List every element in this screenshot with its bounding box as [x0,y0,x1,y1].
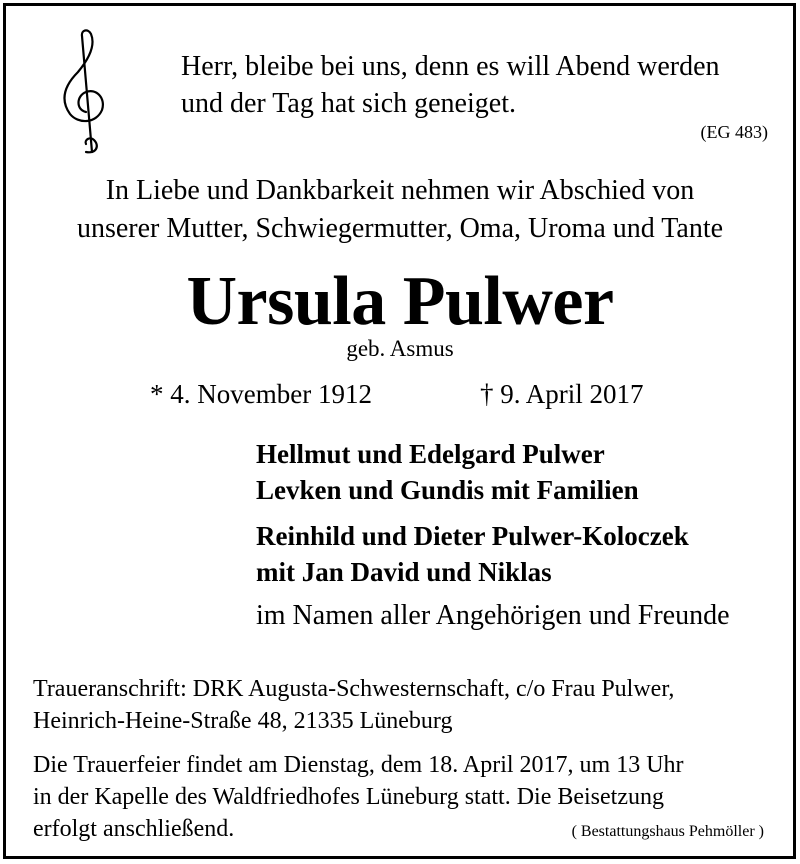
funeral-home: ( Bestattungshaus Pehmöller ) [571,823,764,840]
verse-line: Herr, bleibe bei uns, denn es will Abend werden [181,51,720,82]
verse-line: und der Tag hat sich geneiget. [181,88,516,119]
address-line: Heinrich-Heine-Straße 48, 21335 Lüneburg [33,708,453,734]
mourning-address [33,673,674,737]
intro-line: In Liebe und Dankbarkeit nehmen wir Abschied von [105,175,695,206]
farewell-intro [0,172,800,248]
service-line: Die Trauerfeier findet am Dienstag, dem 18. April 2017, um 13 Uhr [33,752,684,778]
intro-line: unserer Mutter, Schwiegermutter, Oma, Uroma und Tante [76,213,724,244]
mourner-line: Reinhild und Dieter Pulwer-Koloczek [256,521,689,551]
verse-source: (EG 483) [700,122,768,142]
service-line: erfolgt anschließend. [33,816,235,842]
treble-clef-icon [56,28,114,160]
deceased-name: Ursula Pulwer [186,263,614,340]
address-line: Traueranschrift: DRK Augusta-Schwesternschaft, c/o Frau Pulwer, [33,676,675,702]
mourner-line: Hellmut und Edelgard Pulwer [256,439,605,469]
mourners-signoff: im Namen aller Angehörigen und Freunde [256,600,730,631]
mourner-line: Levken und Gundis mit Familien [256,475,639,505]
service-line: in der Kapelle des Waldfriedhofes Lüneburg statt. Die Beisetzung [33,784,664,810]
mourner-line: mit Jan David und Niklas [256,557,552,587]
mourner-group [256,436,639,508]
maiden-name: geb. Asmus [346,336,454,361]
death-date: † 9. April 2017 [480,379,644,409]
bible-verse [181,48,720,122]
birth-date: * 4. November 1912 [150,379,372,409]
mourner-group [256,518,689,590]
